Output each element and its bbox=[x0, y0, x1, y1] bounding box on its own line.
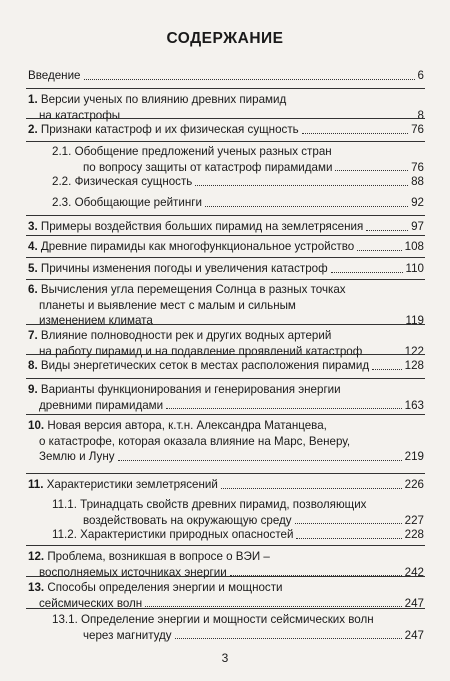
toc-entry-text bbox=[39, 313, 153, 329]
toc-entry[interactable] bbox=[28, 68, 424, 84]
toc-entry-number: 4. bbox=[28, 240, 41, 253]
toc-page-number: 76 bbox=[411, 160, 424, 174]
toc-entry-title: воздействовать на окружающую среду bbox=[83, 513, 292, 527]
toc-entry-title: сейсмических волн bbox=[39, 596, 143, 610]
toc-page-number: 88 bbox=[411, 175, 424, 188]
toc-entry-text bbox=[28, 550, 270, 563]
toc-entry-line bbox=[28, 398, 424, 414]
toc-entry-text bbox=[28, 358, 369, 374]
toc-entry-title: планеты и выявление мест с малым и сильным bbox=[39, 298, 296, 312]
toc-entry-line bbox=[28, 122, 424, 138]
toc-entry-title: Обобщающие рейтинги bbox=[74, 196, 202, 209]
toc-entry-text bbox=[52, 498, 366, 511]
toc-entry-title: Варианты функционирования и генерирования энергии bbox=[40, 383, 341, 396]
toc-entry-title: Влияние полноводности рек и других водных артерий bbox=[40, 329, 332, 342]
dot-leader bbox=[296, 538, 401, 539]
toc-entry-title: восполняемых источниках энергии bbox=[39, 565, 227, 579]
toc-entry[interactable] bbox=[52, 174, 424, 190]
toc-entry-title: Способы определения энергии и мощности bbox=[47, 581, 283, 594]
toc-entry-text bbox=[83, 160, 332, 176]
toc-entry-text bbox=[28, 477, 218, 493]
toc-entry-number: 2.1. bbox=[52, 145, 75, 158]
toc-page-number: 8 bbox=[417, 108, 424, 122]
toc-entry-line bbox=[28, 565, 424, 581]
separator-line bbox=[26, 88, 425, 89]
toc-entry-number: 2. bbox=[28, 123, 41, 136]
toc-entry-text bbox=[39, 108, 120, 124]
dot-leader bbox=[372, 369, 402, 370]
toc-entry-line bbox=[28, 434, 424, 450]
toc-entry-title: по вопросу защиты от катастроф пирамидами bbox=[83, 160, 333, 174]
toc-entry-text bbox=[52, 174, 192, 190]
toc-page-number: 219 bbox=[404, 450, 424, 464]
toc-entry-number: 7. bbox=[28, 329, 41, 342]
toc-entry-line bbox=[28, 344, 424, 360]
toc-entry-line bbox=[52, 497, 424, 513]
dot-leader bbox=[195, 185, 408, 186]
toc-page-number: 122 bbox=[404, 344, 424, 358]
page-number: 3 bbox=[221, 651, 229, 665]
dot-leader bbox=[331, 272, 403, 273]
toc-entry-title: на работу пирамид и на подавление проявлений катастроф bbox=[39, 344, 363, 358]
toc-page-number: 119 bbox=[405, 314, 424, 328]
toc-entry-number: 11.1. bbox=[52, 498, 81, 511]
toc-entry-line bbox=[52, 144, 424, 160]
dot-leader bbox=[175, 638, 402, 639]
toc-entry-text bbox=[28, 93, 286, 106]
separator-line bbox=[26, 324, 425, 325]
toc-entry-line bbox=[28, 282, 424, 298]
toc-entry-line bbox=[52, 527, 424, 543]
toc-entry-number: 13. bbox=[28, 581, 48, 594]
dot-leader bbox=[205, 206, 408, 207]
toc-entry-line bbox=[28, 68, 424, 84]
toc-entry-title: о катастрофе, которая оказала влияние на Марс, Венеру, bbox=[39, 434, 351, 448]
toc-entry-line bbox=[28, 382, 424, 398]
toc-entry-text bbox=[28, 383, 341, 396]
toc-entry-text bbox=[83, 628, 172, 644]
toc-entry[interactable] bbox=[28, 219, 424, 235]
toc-entry-number: 1. bbox=[28, 93, 41, 106]
toc-entry-text bbox=[28, 219, 363, 235]
separator-line bbox=[26, 414, 425, 415]
dot-leader bbox=[302, 133, 408, 134]
dot-leader bbox=[166, 408, 402, 409]
toc-page-number: 247 bbox=[404, 628, 424, 642]
toc-entry[interactable] bbox=[52, 612, 424, 643]
toc-entry[interactable] bbox=[28, 382, 424, 413]
toc-entry-number: 8. bbox=[28, 359, 41, 372]
toc-entry-title: Причины изменения погоды и увеличения катастроф bbox=[40, 262, 328, 275]
toc-entry-title: Проблема, возникшая в вопросе о ВЭИ – bbox=[47, 550, 270, 563]
separator-line bbox=[26, 235, 425, 236]
toc-entry-line bbox=[28, 328, 424, 344]
toc-entry-title: Физическая сущность bbox=[74, 175, 193, 188]
toc-entry[interactable] bbox=[28, 418, 424, 465]
toc-entry-line bbox=[28, 418, 424, 434]
toc-page-number: 97 bbox=[411, 220, 424, 233]
toc-entry-line bbox=[52, 195, 424, 211]
toc-entry-line bbox=[28, 358, 424, 374]
separator-line bbox=[26, 141, 425, 142]
toc-entry-title: на катастрофы bbox=[39, 108, 121, 122]
separator-line bbox=[26, 215, 425, 216]
toc-entry-title: Определение энергии и мощности сейсмических волн bbox=[81, 613, 374, 626]
toc-entry-text bbox=[28, 329, 331, 342]
toc-entry[interactable] bbox=[28, 239, 424, 255]
toc-entry-text bbox=[28, 283, 346, 296]
toc-entry[interactable] bbox=[28, 282, 424, 329]
toc-entry-line bbox=[28, 298, 424, 314]
separator-line bbox=[26, 279, 425, 280]
toc-entry-text bbox=[83, 513, 292, 529]
toc-entry-number: 5. bbox=[28, 262, 41, 275]
separator-line bbox=[26, 608, 425, 609]
toc-entry-text bbox=[39, 299, 296, 312]
toc-entry-title: Обобщение предложений ученых разных стран bbox=[74, 145, 332, 158]
separator-line bbox=[26, 378, 425, 379]
separator-line bbox=[26, 545, 425, 546]
toc-entry-text bbox=[52, 195, 202, 211]
toc-entry[interactable] bbox=[52, 195, 424, 211]
toc-entry-text bbox=[52, 145, 332, 158]
toc-entry[interactable] bbox=[52, 497, 424, 528]
toc-entry-title: изменением климата bbox=[39, 314, 153, 328]
toc-entry[interactable] bbox=[28, 122, 424, 138]
toc-entry-title: Древние пирамиды как многофункциональное устройство bbox=[40, 240, 355, 253]
toc-entry[interactable] bbox=[28, 261, 424, 277]
toc-entry-line bbox=[28, 549, 424, 565]
toc-entry-text bbox=[39, 449, 115, 465]
toc-page-number: 110 bbox=[405, 262, 424, 275]
toc-entry[interactable] bbox=[52, 527, 424, 543]
toc-entry-text bbox=[28, 122, 299, 138]
toc-entry-line bbox=[28, 239, 424, 255]
toc-entry-title: Тринадцать свойств древних пирамид, позволяющих bbox=[80, 498, 367, 511]
toc-entry-line bbox=[52, 513, 424, 529]
toc-entry-line bbox=[28, 313, 424, 329]
toc-page-number: 92 bbox=[411, 196, 424, 209]
toc-entry[interactable] bbox=[28, 580, 424, 611]
toc-entry-text bbox=[28, 68, 81, 84]
toc-entry-text bbox=[52, 613, 374, 626]
toc-entry-text bbox=[39, 565, 227, 581]
toc-entry-text bbox=[39, 435, 350, 448]
toc-entry-title: Вычисления угла перемещения Солнца в разных точках bbox=[40, 283, 346, 296]
separator-line bbox=[26, 576, 425, 577]
toc-entry-number: 13.1. bbox=[52, 613, 82, 626]
toc-entry-number: 2.2. bbox=[52, 175, 75, 188]
toc-entry-number: 10. bbox=[28, 419, 48, 432]
toc-entry-title: Примеры воздействия больших пирамид на землетрясения bbox=[40, 220, 364, 233]
dot-leader bbox=[335, 170, 408, 171]
toc-entry-title: Введение bbox=[28, 69, 81, 82]
toc-entry-title: Характеристики природных опасностей bbox=[80, 528, 294, 541]
dot-leader bbox=[357, 250, 401, 251]
toc-entry-title: Землю и Луну bbox=[39, 450, 115, 464]
dot-leader bbox=[295, 523, 402, 524]
toc-entry-line bbox=[28, 219, 424, 235]
toc-entry-number: 2.3. bbox=[52, 196, 75, 209]
separator-line bbox=[26, 354, 425, 355]
toc-page-number: 108 bbox=[404, 240, 424, 253]
separator-line bbox=[26, 473, 425, 474]
toc-entry-title: Признаки катастроф и их физическая сущность bbox=[40, 123, 299, 136]
toc-page-number: 227 bbox=[404, 513, 424, 527]
toc-entry-line bbox=[28, 261, 424, 277]
toc-entry-text bbox=[28, 581, 283, 594]
toc-entry-line bbox=[28, 449, 424, 465]
toc-entry-line bbox=[28, 477, 424, 493]
dot-leader bbox=[221, 488, 402, 489]
toc-entry-title: Характеристики землетрясений bbox=[46, 478, 218, 491]
dot-leader bbox=[84, 79, 415, 80]
toc-entry-number: 11.2. bbox=[52, 528, 81, 541]
toc-page-number: 242 bbox=[404, 565, 424, 579]
toc-entry-line bbox=[52, 628, 424, 644]
toc-entry-number: 6. bbox=[28, 283, 41, 296]
toc-entry-text bbox=[28, 419, 327, 432]
toc-entry-text bbox=[52, 527, 293, 543]
toc-entry-line bbox=[52, 612, 424, 628]
toc-entry[interactable] bbox=[28, 477, 424, 493]
separator-line bbox=[26, 257, 425, 258]
toc-entry-title: древними пирамидами bbox=[39, 398, 164, 412]
toc-entry-number: 3. bbox=[28, 220, 41, 233]
toc-entry-number: 12. bbox=[28, 550, 48, 563]
toc-entry-text bbox=[28, 239, 354, 255]
toc-page-number: 6 bbox=[417, 69, 424, 82]
toc-entry[interactable] bbox=[52, 144, 424, 175]
dot-leader bbox=[118, 460, 402, 461]
toc-page-number: 247 bbox=[404, 596, 424, 610]
toc-entry-title: Новая версия автора, к.т.н. Александра Матанцева, bbox=[47, 419, 327, 432]
toc-page-number: 128 bbox=[404, 359, 424, 372]
toc-entry-text bbox=[28, 261, 328, 277]
toc-entry-line bbox=[52, 174, 424, 190]
toc-entry-title: Виды энергетических сеток в местах расположения пирамид bbox=[40, 359, 370, 372]
toc-page-number: 163 bbox=[404, 398, 424, 412]
toc-entry-title: через магнитуду bbox=[83, 628, 172, 642]
separator-line bbox=[26, 118, 425, 119]
toc-page-number: 226 bbox=[404, 478, 424, 491]
toc-entry-number: 11. bbox=[28, 478, 47, 491]
toc-entry-text bbox=[39, 344, 362, 360]
toc-page-number: 76 bbox=[411, 123, 424, 136]
page-title: СОДЕРЖАНИЕ bbox=[166, 30, 284, 47]
toc-entry-text bbox=[39, 398, 163, 414]
toc-entry-line bbox=[28, 108, 424, 124]
toc-entry[interactable] bbox=[28, 358, 424, 374]
toc-page-number: 228 bbox=[404, 528, 424, 541]
toc-entry-line bbox=[28, 92, 424, 108]
toc-entry-line bbox=[52, 160, 424, 176]
toc-entry-line bbox=[28, 580, 424, 596]
toc-entry-title: Версии ученых по влиянию древних пирамид bbox=[40, 93, 287, 106]
toc-entry-number: 9. bbox=[28, 383, 41, 396]
dot-leader bbox=[366, 230, 408, 231]
